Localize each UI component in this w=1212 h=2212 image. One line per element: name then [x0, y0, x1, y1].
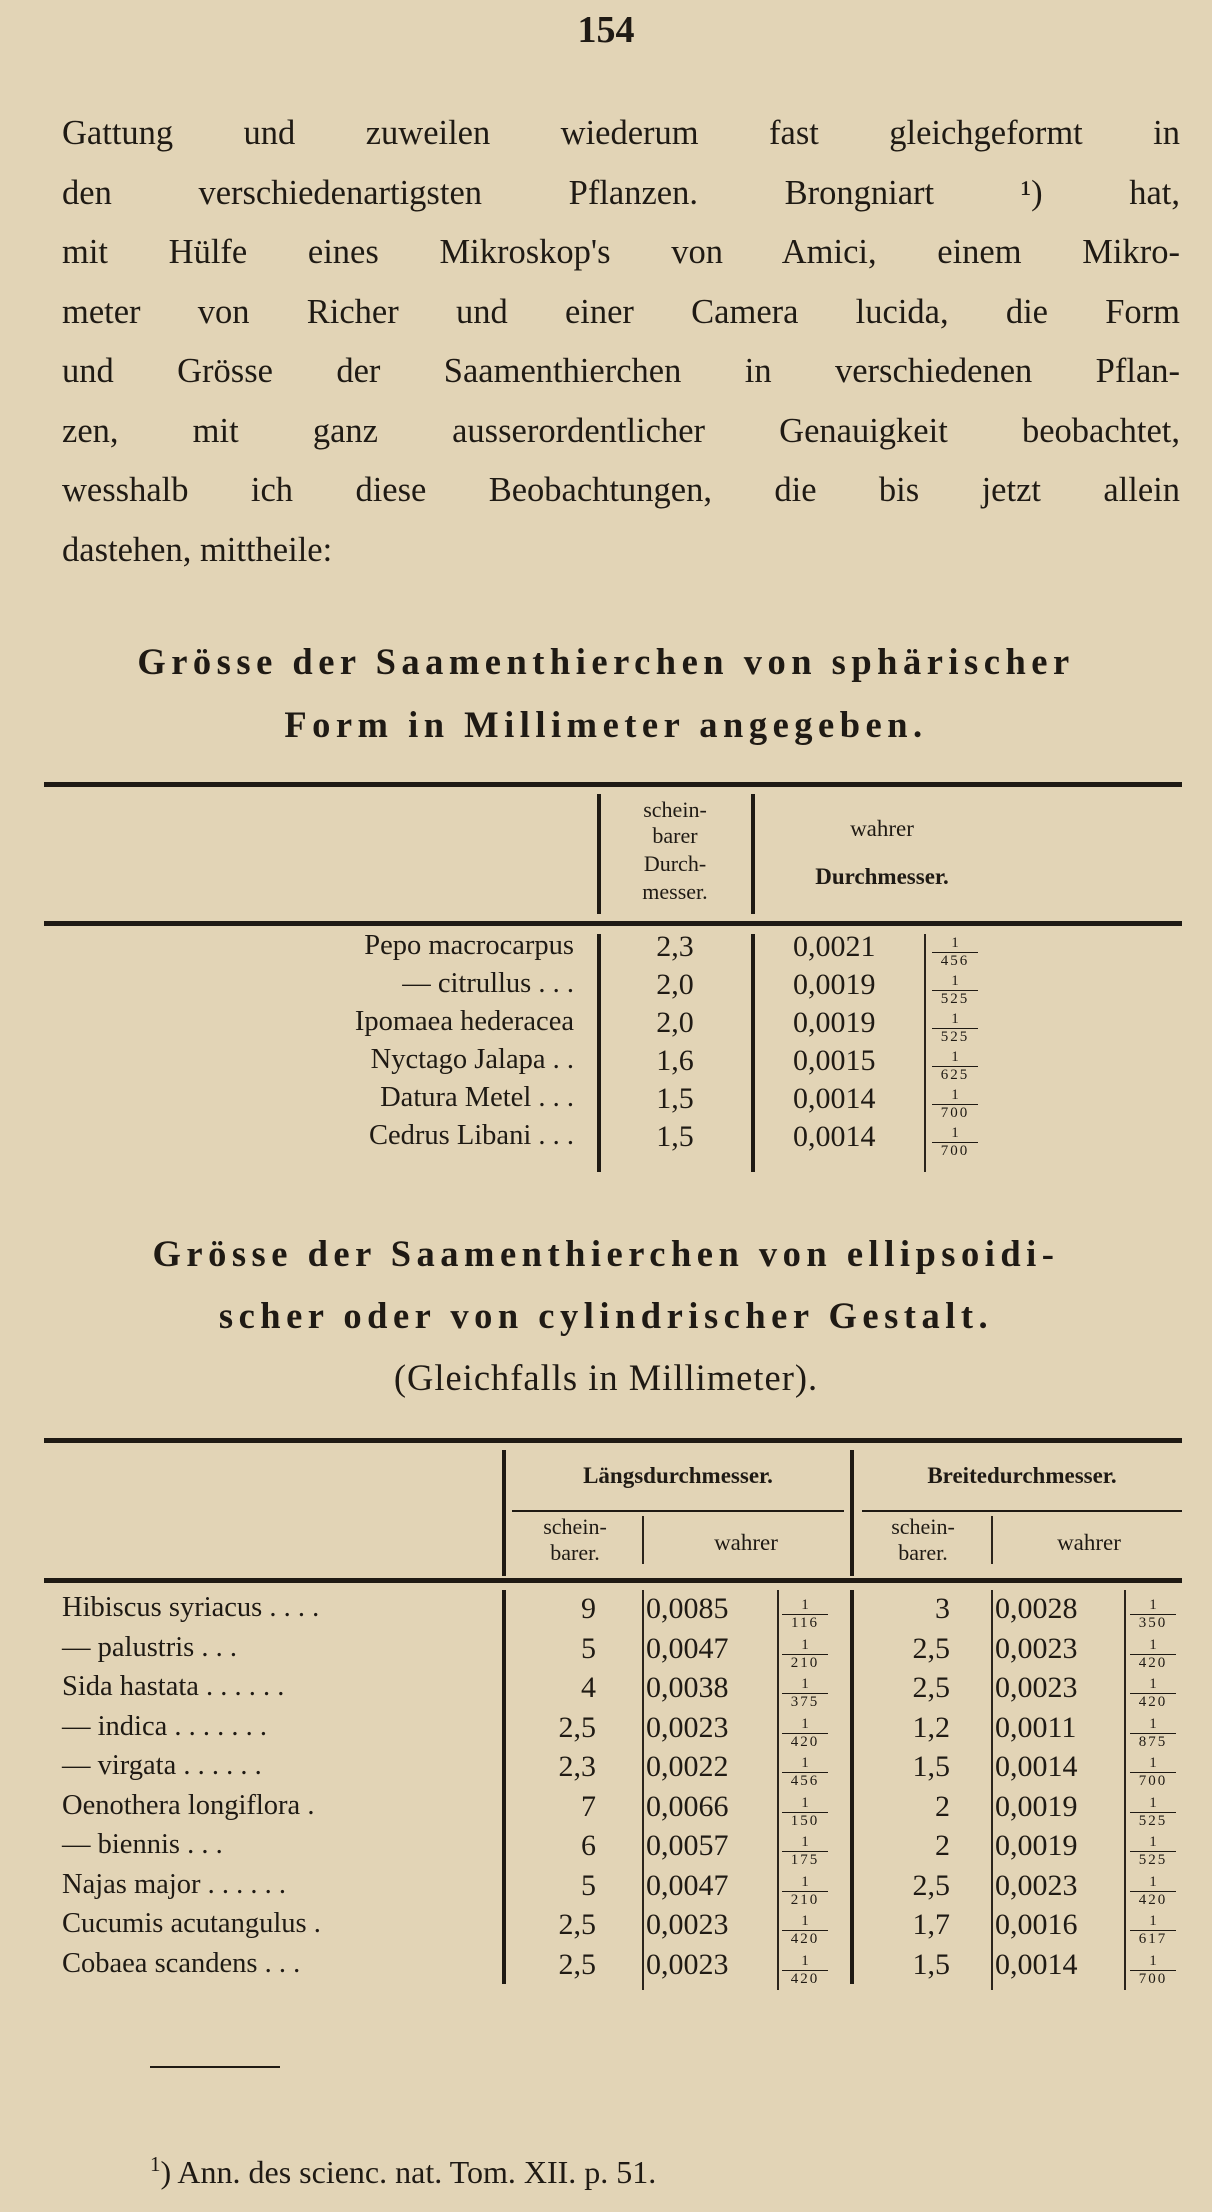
- table2-sub-divider: [991, 1516, 993, 1564]
- fraction: [1130, 1796, 1176, 1829]
- table1-col-true-header: wahrer: [850, 816, 914, 841]
- paragraph-line: zen, mit ganz ausserordentlicher Genauigkeit beobachtet,: [62, 411, 1180, 450]
- table2-species-name: — biennis . . .: [62, 1829, 223, 1860]
- table2-sub-divider: [642, 1516, 644, 1564]
- fraction-denominator: 116: [791, 1615, 819, 1631]
- table2-length-true: 0,0038: [646, 1671, 729, 1704]
- table2-width-apparent: 1,5: [912, 1947, 950, 1981]
- table1-species-name: Nyctago Jalapa . .: [370, 1044, 574, 1075]
- table2-column-divider: [502, 1590, 506, 1984]
- fraction-numerator: 1: [932, 1012, 978, 1029]
- table1-heading-line: Grösse der Saamenthierchen von sphärischer: [137, 641, 1075, 682]
- fraction: [932, 974, 978, 1007]
- table2-sub-apparent-header: schein-: [543, 1514, 607, 1539]
- table1-true-diameter: 0,0015: [793, 1044, 876, 1077]
- fraction-numerator: 1: [932, 1126, 978, 1143]
- fraction: [1130, 1717, 1176, 1750]
- fraction-numerator: 1: [932, 974, 978, 991]
- table2-species-name: Hibiscus syriacus . . . .: [62, 1592, 320, 1623]
- fraction-numerator: 1: [1130, 1756, 1176, 1773]
- fraction: [932, 1050, 978, 1083]
- fraction-numerator: 1: [782, 1717, 828, 1734]
- page-number: 154: [577, 9, 635, 51]
- table2-species-name: Najas major . . . . . .: [62, 1868, 286, 1900]
- table2-length-apparent: 9: [581, 1592, 596, 1625]
- fraction-denominator: 375: [790, 1694, 820, 1710]
- table2-header-divider: [502, 1450, 506, 1576]
- table1-species-name: Ipomaea hederacea: [354, 1006, 574, 1037]
- fraction: [1130, 1875, 1176, 1908]
- table2-species-name: — palustris . . .: [62, 1631, 237, 1663]
- fraction-denominator: 700: [940, 1105, 970, 1121]
- fraction-numerator: 1: [1130, 1875, 1176, 1892]
- table2-species-name: Cobaea scandens . . .: [62, 1947, 301, 1979]
- table2-length-true: 0,0047: [646, 1631, 729, 1665]
- fraction-denominator: 350: [1138, 1615, 1168, 1631]
- table2-header-rule: [44, 1578, 1182, 1583]
- table2-length-true: 0,0066: [646, 1789, 729, 1823]
- fraction: [1130, 1914, 1176, 1947]
- fraction-denominator: 420: [1138, 1891, 1168, 1908]
- table1-apparent-diameter: 1,5: [656, 1120, 694, 1153]
- fraction-numerator: 1: [932, 1088, 978, 1105]
- table1-col-true-header: Durchmesser.: [815, 864, 949, 889]
- fraction-denominator: 456: [790, 1773, 820, 1789]
- table2-length-true: 0,0057: [646, 1829, 729, 1862]
- fraction: [1130, 1756, 1176, 1789]
- table2-sub-apparent-header: schein-: [891, 1514, 955, 1539]
- table2-length-apparent: 5: [581, 1868, 596, 1902]
- fraction: [782, 1598, 828, 1631]
- fraction-denominator: 210: [790, 1891, 820, 1908]
- table1-apparent-diameter: 2,0: [656, 1006, 694, 1039]
- fraction-denominator: 175: [790, 1852, 820, 1868]
- fraction: [782, 1756, 828, 1789]
- footnote-text: Ann. des scienc. nat. Tom. XII. p. 51.: [177, 2154, 657, 2190]
- table1-species-name: Datura Metel . . .: [380, 1082, 574, 1113]
- fraction-numerator: 1: [1130, 1954, 1176, 1971]
- fraction: [932, 1088, 978, 1121]
- table1-true-diameter: 0,0014: [793, 1120, 876, 1153]
- footnote: $^1$) Ann. des scienc. nat. Tom. XII. p. 51.: [150, 2152, 657, 2190]
- table1-heading-line: Form in Millimeter angegeben.: [284, 704, 928, 745]
- table1-species-name: Pepo macrocarpus: [364, 930, 574, 961]
- table2-length-true: 0,0085: [646, 1592, 729, 1625]
- table1-header-divider: [751, 794, 755, 914]
- fraction: [782, 1914, 828, 1947]
- fraction-numerator: 1: [782, 1638, 828, 1655]
- fraction: [782, 1638, 828, 1671]
- table2-width-apparent: 2,5: [912, 1868, 950, 1902]
- table2-heading-line: scher oder von cylindrischer Gestalt.: [218, 1295, 994, 1336]
- paragraph-line: mit Hülfe eines Mikroskop's von Amici, einem Mikro-: [62, 233, 1180, 271]
- table2-width-apparent: 1,2: [912, 1710, 950, 1744]
- paragraph-line: wesshalb ich diese Beobachtungen, die bis jetzt allein: [62, 471, 1180, 509]
- fraction-numerator: 1: [782, 1914, 828, 1931]
- table1-fraction-divider: [924, 934, 926, 1172]
- fraction-denominator: 420: [790, 1733, 820, 1750]
- table2-sub-apparent-header: barer.: [898, 1540, 948, 1565]
- fraction-numerator: 1: [1130, 1835, 1176, 1852]
- table2-width-true: 0,0011: [995, 1710, 1077, 1744]
- table2-sub-apparent-header: barer.: [550, 1540, 600, 1565]
- fraction: [782, 1875, 828, 1908]
- fraction: [932, 1126, 978, 1159]
- table2-group-width-header: Breitedurchmesser.: [927, 1463, 1117, 1488]
- table2-species-name: Cucumis acutangulus .: [62, 1908, 321, 1939]
- fraction-numerator: 1: [1130, 1677, 1176, 1694]
- fraction-denominator: 700: [1138, 1773, 1168, 1789]
- table2-fraction-divider: [1124, 1590, 1126, 1990]
- fraction-numerator: 1: [782, 1835, 828, 1852]
- table2-width-true: 0,0014: [995, 1947, 1078, 1981]
- fraction-numerator: 1: [782, 1598, 828, 1615]
- table2-length-apparent: 2,5: [558, 1710, 596, 1744]
- table2-length-true: 0,0023: [646, 1947, 729, 1981]
- paragraph-line: dastehen, mittheile:: [62, 530, 333, 569]
- table2-width-true: 0,0014: [995, 1750, 1078, 1783]
- table2-heading-line: Grösse der Saamenthierchen von ellipsoidi-: [152, 1233, 1060, 1274]
- fraction-numerator: 1: [1130, 1598, 1176, 1615]
- table2-width-apparent: 1,5: [912, 1750, 950, 1783]
- table1-apparent-diameter: 1,5: [656, 1082, 694, 1115]
- fraction: [782, 1717, 828, 1750]
- fraction: [932, 1012, 978, 1045]
- fraction-denominator: 525: [940, 991, 970, 1007]
- body-paragraph: [62, 104, 1180, 580]
- table2-group-rule: [862, 1510, 1182, 1512]
- fraction-numerator: 1: [932, 1050, 978, 1067]
- fraction: [782, 1796, 828, 1829]
- table2-width-apparent: 2: [935, 1789, 950, 1823]
- table2-width-apparent: 1,7: [912, 1908, 950, 1941]
- table2-length-apparent: 6: [581, 1829, 596, 1862]
- table2-species-name: — indica . . . . . . .: [62, 1710, 268, 1742]
- table1-col-apparent-header: barer: [652, 823, 698, 848]
- table1-col-apparent-header: schein-: [643, 797, 707, 822]
- fraction-numerator: 1: [782, 1875, 828, 1892]
- table2-top-rule: [44, 1438, 1182, 1443]
- paragraph-line: den verschiedenartigsten Pflanzen. Brongniart ¹) hat,: [62, 173, 1180, 212]
- fraction-denominator: 700: [940, 1143, 970, 1159]
- fraction-denominator: 150: [790, 1812, 820, 1829]
- table2-width-apparent: 3: [935, 1592, 950, 1625]
- table2-width-apparent: 2,5: [912, 1671, 950, 1704]
- table2-length-true: 0,0022: [646, 1750, 729, 1783]
- paragraph-line: und Grösse der Saamenthierchen in verschiedenen Pflan-: [62, 352, 1180, 390]
- table2-length-apparent: 5: [581, 1631, 596, 1665]
- table2-length-apparent: 2,5: [558, 1908, 596, 1941]
- fraction-denominator: 625: [940, 1067, 970, 1083]
- table2-length-true: 0,0023: [646, 1710, 729, 1744]
- fraction-denominator: 525: [1138, 1812, 1168, 1829]
- fraction: [932, 936, 978, 969]
- table1-col-apparent-header: messer.: [642, 879, 708, 904]
- table2-species-name: Sida hastata . . . . . .: [62, 1671, 285, 1702]
- footnote-rule: [150, 2066, 280, 2068]
- table1-true-diameter: 0,0014: [793, 1082, 876, 1115]
- table1-top-rule: [44, 782, 1182, 787]
- table1-header-divider: [597, 794, 601, 914]
- fraction: [1130, 1677, 1176, 1710]
- fraction-numerator: 1: [1130, 1914, 1176, 1931]
- table2-length-apparent: 2,5: [558, 1947, 596, 1981]
- table2-width-true: 0,0016: [995, 1908, 1078, 1941]
- fraction-denominator: 875: [1138, 1733, 1168, 1750]
- fraction: [1130, 1638, 1176, 1671]
- table1-true-diameter: 0,0019: [793, 968, 876, 1001]
- table2-width-true: 0,0019: [995, 1829, 1078, 1862]
- table2-length-apparent: 4: [581, 1671, 596, 1704]
- table2-species-name: Oenothera longiflora .: [62, 1789, 315, 1821]
- fraction-denominator: 456: [940, 953, 970, 969]
- fraction-denominator: 525: [1138, 1852, 1168, 1868]
- table2-width-true: 0,0023: [995, 1631, 1078, 1665]
- table2-heading-line: (Gleichfalls in Millimeter).: [393, 1357, 819, 1398]
- table2-length-apparent: 7: [581, 1789, 596, 1823]
- fraction-numerator: 1: [782, 1756, 828, 1773]
- table2-true-divider: [642, 1590, 644, 1990]
- table2-length-true: 0,0023: [646, 1908, 729, 1941]
- paragraph-line: meter von Richer und einer Camera lucida, die Form: [62, 292, 1180, 331]
- table2-fraction-divider: [777, 1590, 779, 1990]
- fraction-denominator: 420: [1138, 1654, 1168, 1671]
- table1-apparent-diameter: 2,0: [656, 968, 694, 1001]
- table1-apparent-diameter: 2,3: [656, 930, 694, 963]
- fraction-numerator: 1: [932, 936, 978, 953]
- fraction-numerator: 1: [1130, 1638, 1176, 1655]
- fraction-numerator: 1: [1130, 1796, 1176, 1813]
- table1-true-diameter: 0,0019: [793, 1006, 876, 1039]
- table2-length-apparent: 2,3: [558, 1750, 596, 1783]
- fraction-numerator: 1: [782, 1954, 828, 1971]
- fraction-denominator: 525: [940, 1029, 970, 1045]
- fraction-numerator: 1: [782, 1796, 828, 1813]
- table2-species-name: — virgata . . . . . .: [62, 1750, 262, 1781]
- footnote-marker: 1: [150, 2152, 161, 2176]
- table1-species-name: — citrullus . . .: [402, 968, 574, 999]
- table2-width-apparent: 2: [935, 1829, 950, 1862]
- fraction-denominator: 700: [1138, 1970, 1168, 1987]
- table2-width-true: 0,0019: [995, 1789, 1078, 1823]
- table2-width-true: 0,0028: [995, 1592, 1078, 1625]
- fraction: [1130, 1598, 1176, 1631]
- fraction: [782, 1677, 828, 1710]
- table1-apparent-diameter: 1,6: [656, 1044, 694, 1077]
- table2-group-rule: [512, 1510, 844, 1512]
- paragraph-line: Gattung und zuweilen wiederum fast gleichgeformt in: [62, 114, 1180, 152]
- fraction: [1130, 1954, 1176, 1987]
- table2-length-true: 0,0047: [646, 1868, 729, 1902]
- fraction: [1130, 1835, 1176, 1868]
- fraction-denominator: 420: [1138, 1694, 1168, 1710]
- table1-true-diameter: 0,0021: [793, 930, 876, 963]
- table1-species-name: Cedrus Libani . . .: [368, 1120, 574, 1151]
- table2-width-apparent: 2,5: [912, 1631, 950, 1665]
- fraction-numerator: 1: [1130, 1717, 1176, 1734]
- table1-header-rule: [44, 921, 1182, 926]
- fraction-denominator: 420: [790, 1970, 820, 1987]
- table1-column-divider: [597, 934, 601, 1172]
- table2-header-divider: [850, 1450, 854, 1576]
- table2-width-true: 0,0023: [995, 1868, 1078, 1902]
- table1-col-apparent-header: Durch-: [643, 851, 707, 876]
- fraction-denominator: 617: [1138, 1931, 1168, 1947]
- fraction-numerator: 1: [782, 1677, 828, 1694]
- table1-column-divider: [751, 934, 755, 1172]
- fraction: [782, 1835, 828, 1868]
- fraction-denominator: 420: [790, 1931, 820, 1947]
- table2-group-length-header: Längsdurchmesser.: [583, 1463, 773, 1488]
- table2-sub-true-header: wahrer: [1057, 1530, 1121, 1555]
- fraction: [782, 1954, 828, 1987]
- fraction-denominator: 210: [790, 1654, 820, 1671]
- table2-true-divider: [991, 1590, 993, 1990]
- table2-sub-true-header: wahrer: [714, 1530, 778, 1555]
- table2-width-true: 0,0023: [995, 1671, 1078, 1704]
- table2-column-divider: [850, 1590, 854, 1984]
